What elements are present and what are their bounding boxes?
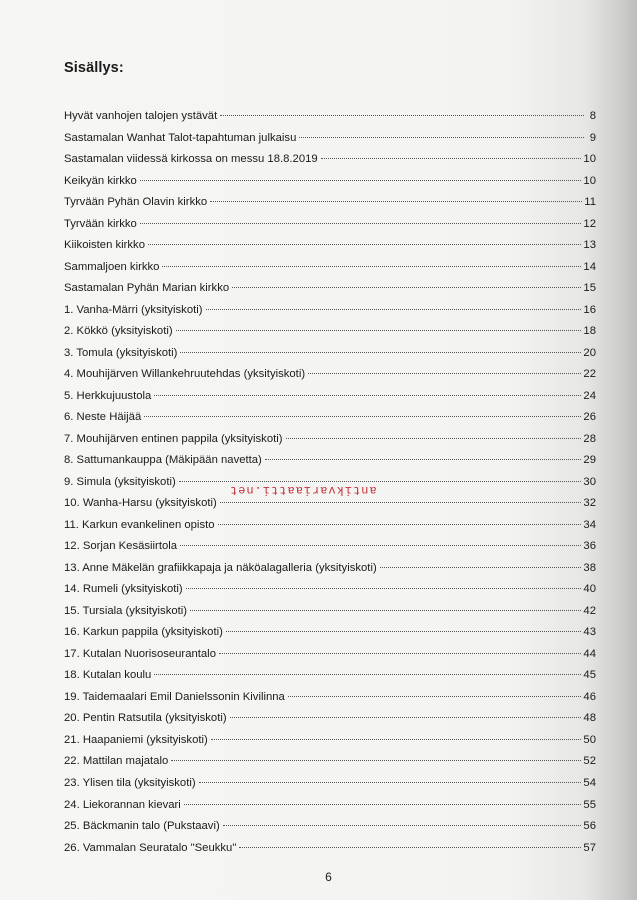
dot-leader — [186, 588, 582, 589]
toc-entry — [64, 109, 596, 131]
toc-entry-page: 54 — [583, 776, 596, 789]
toc-entry-page: 43 — [583, 626, 596, 639]
dot-leader — [321, 158, 582, 159]
page-title: Sisällys: — [64, 60, 124, 76]
toc-entry-page: 29 — [583, 454, 596, 467]
dot-leader — [148, 244, 581, 245]
toc-entry — [64, 195, 596, 217]
toc-entry-title: 22. Mattilan majatalo — [64, 755, 169, 768]
dot-leader — [140, 223, 582, 224]
toc-entry-page: 14 — [583, 260, 596, 273]
dot-leader — [180, 545, 581, 546]
toc-entry-title: 10. Wanha-Harsu (yksityiskoti) — [64, 497, 217, 510]
toc-entry-page: 9 — [589, 131, 596, 144]
toc-entry-page: 57 — [583, 841, 596, 854]
toc-entry-title: 26. Vammalan Seuratalo "Seukku" — [64, 841, 237, 854]
toc-entry-page: 10 — [583, 174, 596, 187]
toc-entry-title: Hyvät vanhojen talojen ystävät — [64, 110, 218, 122]
toc-entry-title: 2. Kökkö (yksityiskoti) — [64, 325, 173, 338]
toc-entry-title: Sastamalan Wanhat Talot-tapahtuman julkaisu — [64, 131, 297, 144]
toc-entry — [64, 389, 596, 411]
toc-entry — [64, 647, 596, 669]
toc-entry-page: 30 — [583, 475, 596, 488]
toc-entry-page: 48 — [583, 712, 596, 725]
dot-leader — [230, 717, 582, 718]
dot-leader — [199, 782, 582, 783]
toc-entry — [64, 819, 596, 841]
toc-entry-page: 50 — [583, 733, 596, 746]
toc-entry — [64, 776, 596, 798]
toc-entry-title: Sastamalan viidessä kirkossa on messu 18.8.2019 — [64, 153, 318, 166]
toc-entry-title: Kiikoisten kirkko — [64, 239, 145, 252]
toc-entry-title: 16. Karkun pappila (yksityiskoti) — [64, 626, 223, 639]
toc-entry-title: 13. Anne Mäkelän grafiikkapaja ja näköalagalleria (yksityiskoti) — [64, 561, 377, 574]
toc-entry-page: 55 — [583, 798, 596, 811]
dot-leader — [210, 201, 582, 202]
dot-leader — [220, 502, 582, 503]
toc-entry-title: 24. Liekorannan kievari — [64, 798, 181, 811]
toc-entry-page: 15 — [583, 282, 596, 295]
toc-entry-title: Sastamalan Pyhän Marian kirkko — [64, 282, 230, 295]
toc-entry-page: 12 — [583, 217, 596, 230]
toc-entry-title: Sammaljoen kirkko — [64, 260, 160, 273]
dot-leader — [232, 287, 581, 288]
toc-entry-title: 17. Kutalan Nuorisoseurantalo — [64, 647, 216, 660]
toc-entry — [64, 668, 596, 690]
toc-entry-page: 36 — [583, 540, 596, 553]
toc-entry — [64, 346, 596, 368]
toc-entry-page: 34 — [583, 518, 596, 531]
dot-leader — [308, 373, 581, 374]
dot-leader — [299, 137, 584, 138]
toc-entry — [64, 582, 596, 604]
toc-entry — [64, 432, 596, 454]
toc-entry — [64, 798, 596, 820]
toc-entry — [64, 217, 596, 239]
toc-entry-title: 1. Vanha-Märri (yksityiskoti) — [64, 303, 203, 316]
toc-entry-page: 56 — [583, 820, 596, 833]
toc-entry-title: 18. Kutalan koulu — [64, 669, 152, 682]
toc-entry-page: 13 — [583, 239, 596, 252]
toc-entry-title: 8. Sattumankauppa (Mäkipään navetta) — [64, 454, 262, 467]
toc-entry-title: 11. Karkun evankelinen opisto — [64, 518, 215, 531]
toc-entry — [64, 733, 596, 755]
dot-leader — [190, 610, 581, 611]
toc-entry-page: 10 — [583, 153, 596, 166]
toc-entry-title: 7. Mouhijärven entinen pappila (yksityiskoti) — [64, 432, 283, 445]
toc-entry — [64, 238, 596, 260]
toc-entry-page: 46 — [583, 690, 596, 703]
toc-entry-page: 45 — [583, 669, 596, 682]
toc-entry-title: 12. Sorjan Kesäsiirtola — [64, 540, 178, 553]
dot-leader — [239, 847, 581, 848]
toc-entry — [64, 711, 596, 733]
toc-entry-page: 38 — [583, 561, 596, 574]
toc-entry — [64, 518, 596, 540]
toc-entry-title: 3. Tomula (yksityiskoti) — [64, 346, 178, 359]
toc-entry — [64, 496, 596, 518]
dot-leader — [144, 416, 581, 417]
toc-entry — [64, 561, 596, 583]
toc-entry — [64, 690, 596, 712]
dot-leader — [211, 739, 582, 740]
dot-leader — [179, 481, 582, 482]
toc-entry-page: 26 — [583, 411, 596, 424]
toc-entry — [64, 367, 596, 389]
toc-entry — [64, 131, 596, 153]
dot-leader — [380, 567, 582, 568]
toc-entry-title: 6. Neste Häijää — [64, 411, 142, 424]
toc-entry — [64, 260, 596, 282]
toc-entry-page: 24 — [583, 389, 596, 402]
toc-entry — [64, 604, 596, 626]
dot-leader — [220, 115, 584, 116]
dot-leader — [226, 631, 582, 632]
toc-entry — [64, 754, 596, 776]
toc-entry-title: Keikyän kirkko — [64, 174, 137, 187]
dot-leader — [286, 438, 582, 439]
toc-entry — [64, 410, 596, 432]
watermark-stamp: antikvariaatti.net — [229, 483, 377, 497]
toc-entry — [64, 625, 596, 647]
toc-entry-page: 32 — [583, 497, 596, 510]
toc-entry — [64, 174, 596, 196]
toc-entry — [64, 453, 596, 475]
toc-entry-title: 15. Tursiala (yksityiskoti) — [64, 604, 188, 617]
toc-entry-title: Tyrvään kirkko — [64, 217, 137, 230]
dot-leader — [265, 459, 582, 460]
toc-entry-page: 22 — [583, 368, 596, 381]
toc-entry-page: 11 — [584, 196, 596, 209]
dot-leader — [184, 804, 582, 805]
dot-leader — [288, 696, 582, 697]
toc-entry-title: 20. Pentin Ratsutila (yksityiskoti) — [64, 712, 227, 725]
page-number: 6 — [325, 870, 332, 884]
toc-entry-page: 44 — [583, 647, 596, 660]
toc-entry-page: 52 — [583, 755, 596, 768]
dot-leader — [154, 395, 581, 396]
toc-entry-title: 19. Taidemaalari Emil Danielssonin Kivilinna — [64, 690, 285, 703]
toc-entry-title: 14. Rumeli (yksityiskoti) — [64, 583, 183, 596]
toc-entry-page: 8 — [589, 110, 596, 122]
dot-leader — [218, 524, 582, 525]
dot-leader — [140, 180, 582, 181]
toc-entry-title: 21. Haapaniemi (yksityiskoti) — [64, 733, 208, 746]
toc-entry-title: 5. Herkkujuustola — [64, 389, 152, 402]
toc-entry — [64, 324, 596, 346]
toc-entry-page: 18 — [583, 325, 596, 338]
toc-entry — [64, 303, 596, 325]
dot-leader — [180, 352, 581, 353]
toc-entry-page: 16 — [583, 303, 596, 316]
toc-entry-title: 25. Bäckmanin talo (Pukstaavi) — [64, 820, 220, 833]
dot-leader — [171, 760, 581, 761]
dot-leader — [154, 674, 581, 675]
toc-entry-page: 40 — [583, 583, 596, 596]
toc-entry-page: 28 — [583, 432, 596, 445]
dot-leader — [219, 653, 581, 654]
toc-entry-title: 4. Mouhijärven Willankehruutehdas (yksityiskoti) — [64, 368, 306, 381]
toc-entry — [64, 152, 596, 174]
dot-leader — [206, 309, 582, 310]
dot-leader — [162, 266, 581, 267]
dot-leader — [223, 825, 582, 826]
toc-entry — [64, 539, 596, 561]
toc-entry-title: 9. Simula (yksityiskoti) — [64, 475, 176, 488]
toc-entry-title: 23. Ylisen tila (yksityiskoti) — [64, 776, 196, 789]
toc-entry-title: Tyrvään Pyhän Olavin kirkko — [64, 196, 208, 209]
toc-entry — [64, 281, 596, 303]
toc-entry — [64, 841, 596, 863]
dot-leader — [176, 330, 582, 331]
toc-entry-page: 20 — [583, 346, 596, 359]
toc-entry-page: 42 — [583, 604, 596, 617]
